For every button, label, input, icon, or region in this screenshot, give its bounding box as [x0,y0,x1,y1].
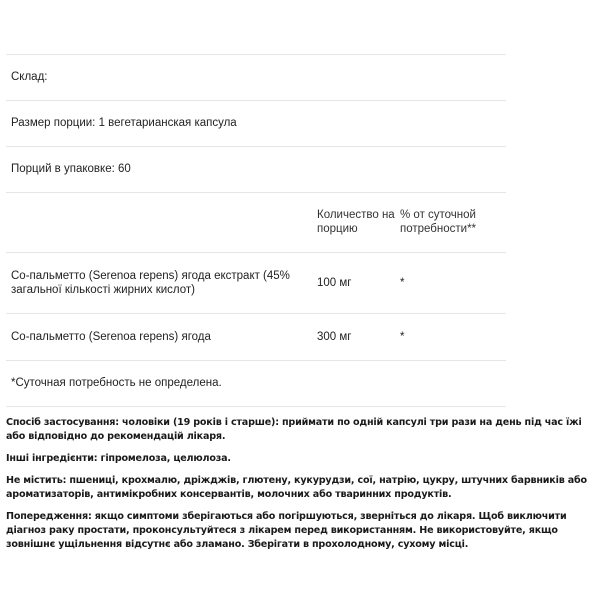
free-of-note: Не містить: пшениці, крохмалю, дріжджів, глютену, кукурудзи, сої, натрію, цукру, штучних барвників або ароматизаторів, антимікробних консервантів, молочних або тваринних продуктів. [6,475,587,500]
composition-label: Склад: [11,71,48,83]
supplement-facts-table [6,54,506,407]
ingredient-name: Со-пальметто (Serenoa repens) ягода екстракт (45% загальної кількості жирних кислот) [11,270,290,296]
table-row [6,252,506,313]
usage-note: Спосіб застосування: чоловіки (19 років і старше): приймати по одній капсулі три рази на день під час їжі або відповідно до рекомендацій лікаря. [6,417,582,442]
serving-size: Размер порции: 1 вегетарианская капсула [11,117,237,129]
servings-per-container-row [6,146,506,192]
amount-header: Количество на порцию [317,209,395,235]
other-ingredients-note: Інші інгредієнти: гіпромелоза, целюлоза. [6,453,231,464]
footnote-row [6,360,506,406]
serving-size-row [6,100,506,146]
ingredient-name: Со-пальметто (Serenoa repens) ягода [11,331,211,343]
servings-per-container: Порций в упаковке: 60 [11,163,131,175]
ingredient-amount: 300 мг [317,331,352,343]
table-header-row [6,192,506,252]
footnote: *Суточная потребность не определена. [11,377,222,389]
product-notes [6,416,591,560]
table-row [6,313,506,360]
daily-value-header: % от суточной потребности** [400,209,477,235]
ingredient-amount: 100 мг [317,277,352,289]
warning-note: Попередження: якщо симптоми зберігаються або погіршуються, зверніться до лікаря. Щоб виключити діагноз раку простати, проконсультуйтеся з лікарем перед використанням. Не використовуйте, якщо зовнішнє ущільнення відсутнє або зламано. Зберігати в прохолодному, сухому місці. [6,511,567,550]
ingredient-daily-value: * [400,331,405,343]
ingredient-daily-value: * [400,277,405,289]
composition-row [6,54,506,100]
table-bottom-divider [6,406,506,407]
